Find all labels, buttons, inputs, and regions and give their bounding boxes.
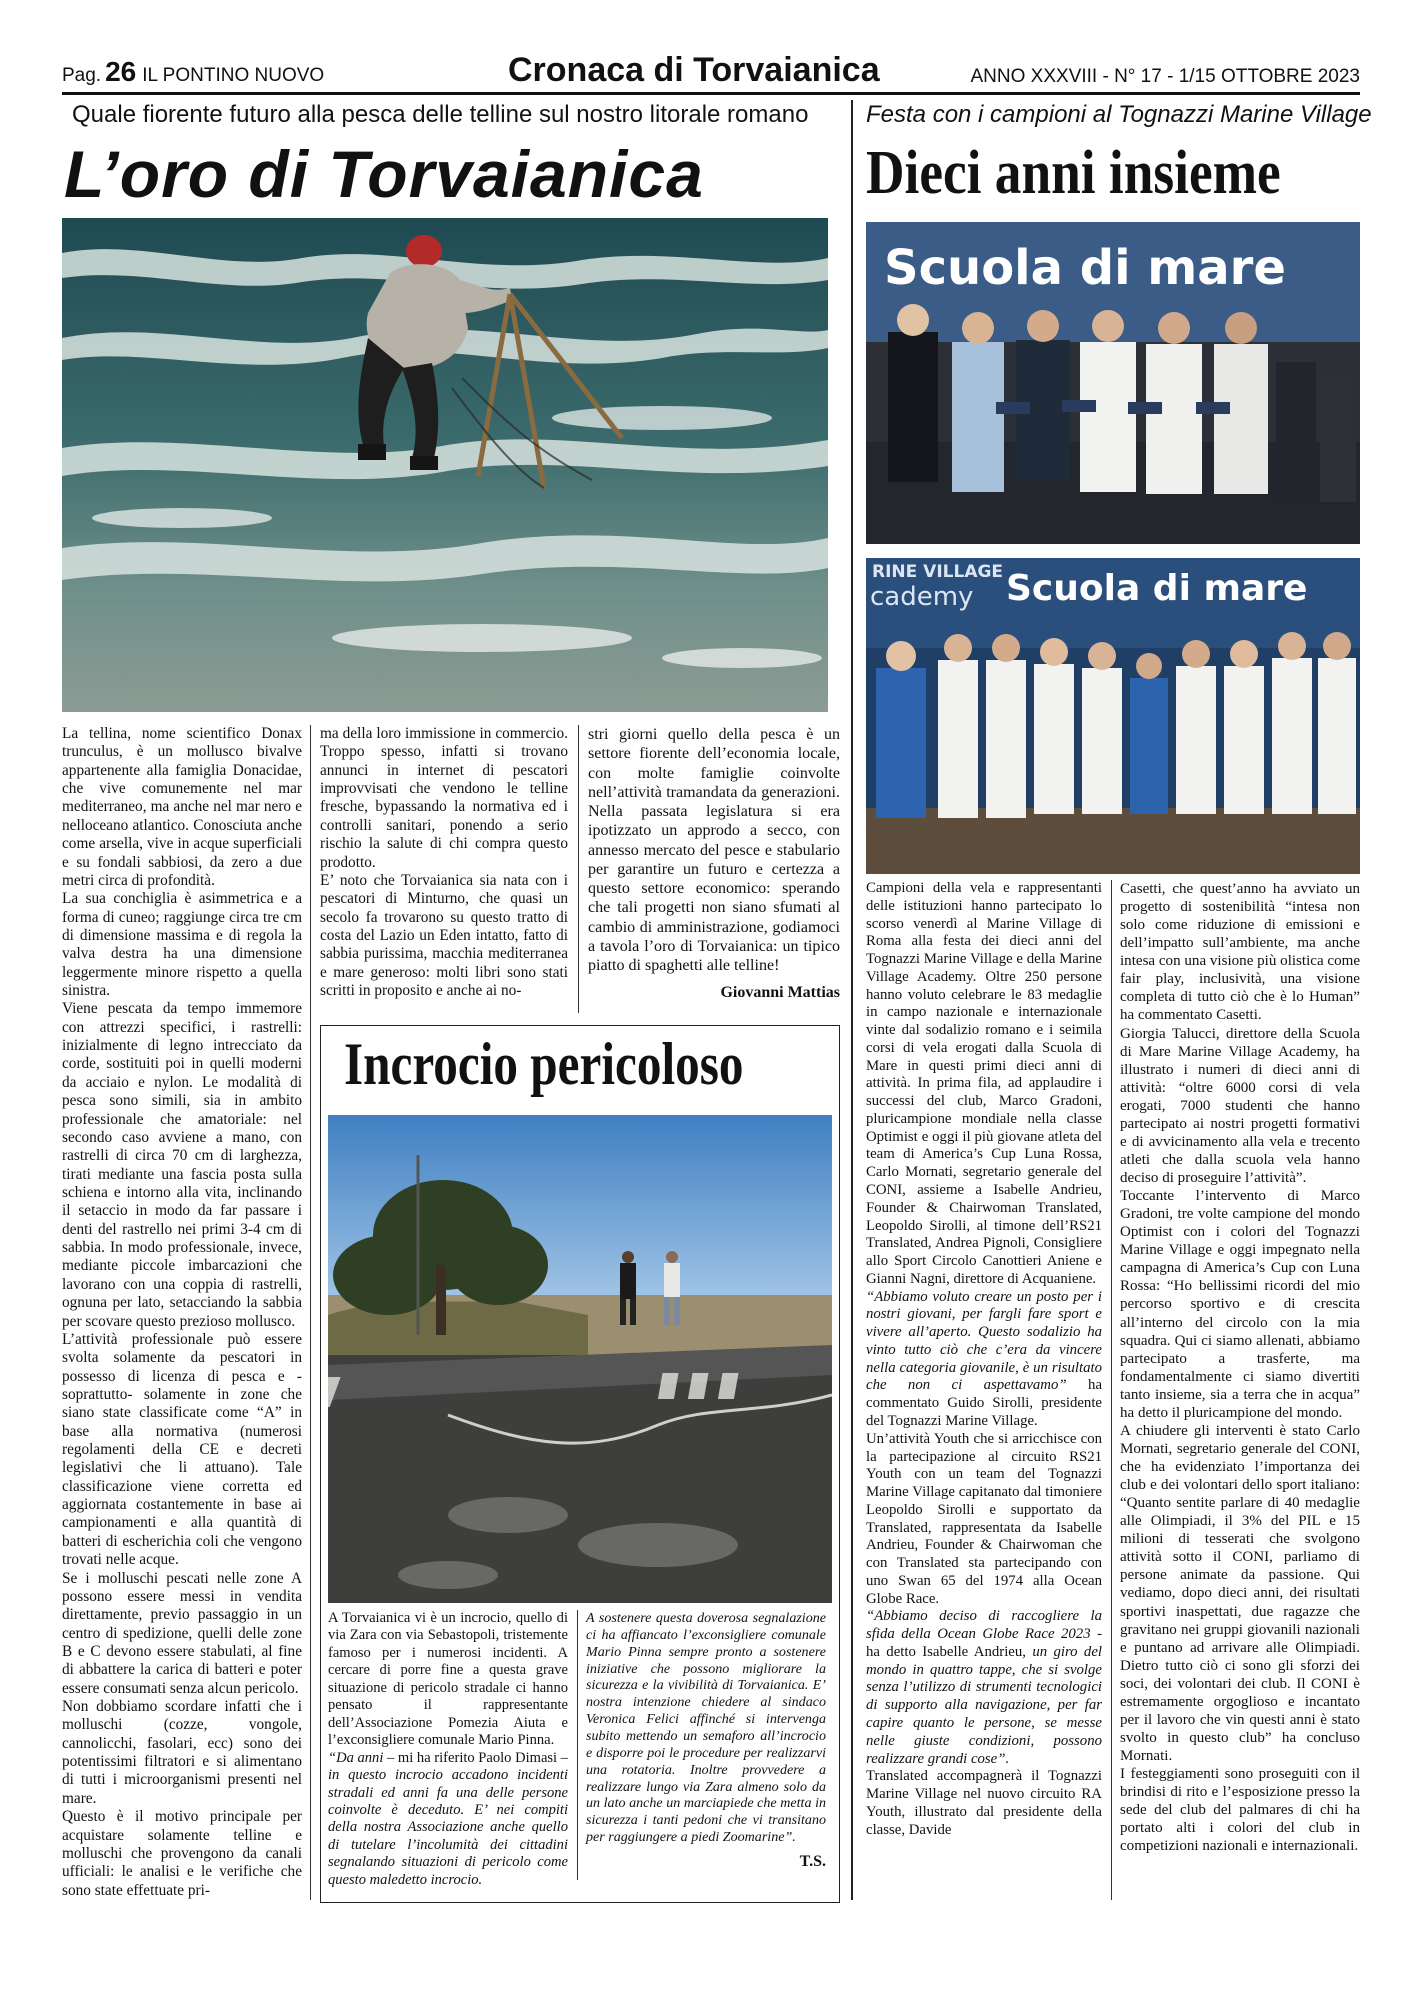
photo-banner-text: Scuola di mare: [1006, 568, 1308, 609]
photo-banner-small: cademy: [870, 582, 974, 612]
section-title: Cronaca di Torvaianica: [508, 51, 880, 89]
photo-banner-text: Scuola di mare: [884, 240, 1286, 296]
paragraph: A chiudere gli interventi è stato Carlo Mornati, segretario generale del CONI, che ha evidenziato l’importanza dei club e dei volontari dello sport italiano: “Quanto sentite parlare di 40 medaglie alle Olimpiadi, il 3% del PIL e 15 milioni di tesserati che svolgono attività sotto il CONI, parliamo di persone animate da passione. Qui vediamo, dopo dieci anni, dei risultati sportivi inaspettati, due ragazze che gravitano nei gruppi giovanili nazionali e puntano ad arrivare alle Olimpiadi. Dietro tutto ciò ci sono gli sforzi dei soci, dei volontari dei club. Il CONI è estremamente orgoglioso e incantato per il lavoro che vin questi anni è stato svolto in questo club” ha concluso Mornati.: [1120, 1422, 1360, 1764]
right-article-col2: [1120, 880, 1360, 1855]
author-signature: Giovanni Mattias: [720, 984, 840, 1002]
paragraph: La sua conchiglia è asimmetrica e a forma di cuneo; raggiunge circa tre cm di dimensione massima e di regola la valva destra ha una dimensione leggermente minore rispetto a quella sinistra.: [62, 890, 302, 1000]
fisherman-photo: [62, 218, 828, 712]
attribution-text: - ha detto Isabelle Andrieu,: [866, 1626, 1102, 1660]
incrocio-col2: [586, 1610, 826, 1871]
page-prefix: Pag.: [62, 65, 102, 86]
paragraph: A Torvaianica vi è un incrocio, quello di via Zara con via Sebastopoli, tristemente famoso per i numerosi incidenti. A cercare di porre fine a questa grave situazione di pericolo stradale ci hanno pensato il rappresentante dell’Associazione Pomezia Aiuta e l’exconsigliere comunale Mario Pinna.: [328, 1610, 568, 1749]
issue-info: ANNO XXXVIII - N° 17 - 1/15 OTTOBRE 2023: [970, 66, 1360, 87]
paragraph: ma della loro immissione in commercio. Troppo spesso, infatti si trovano annunci in internet di pescatori improvvisati che vendono le telline fresche, bypassando la normativa ed i controlli sanitari, ponendo a serio rischio la salute di chi compra questo prodotto.: [320, 725, 568, 871]
paragraph: Campioni della vela e rappresentanti delle istituzioni hanno partecipato lo scorso venerdì al Marine Village di Roma alla festa dei dieci anni del Tognazzi Marine Village e della Marine Village Academy. Oltre 250 persone hanno voluto celebrare le 83 medaglie in campo nazionale e internazionale vinte dal sodalizio romano e i seimila corsi di vela erogati dalla Scuola di Mare in questi primi dieci anni di attività. In prima fila, ad applaudire i successi del club, Marco Gradoni, pluricampione mondiale nella classe Optimist e oggi il più giovane atleta del team di America’s Cup Luna Rossa, Carlo Mornati, segretario generale del CONI, assieme a Isabelle Andrieu, Founder & Chairwoman Translated, Leopoldo Sirolli, al timone dell’RS21 Translated, Andrea Pignoli, Consigliere allo Sport Circolo Canottieri Aniene e Gianni Nagni, direttore di Acquaniene.: [866, 880, 1102, 1287]
paragraph: Non dobbiamo scordare infatti che i molluschi (cozze, vongole, cannolicchi, fasolari, ecc) sono dei potentissimi filtratori e si alimentano di tutti i microorganismi presenti nel mare.: [62, 1698, 302, 1807]
incrocio-col1: [328, 1610, 568, 1889]
attribution-text: ha commentato Guido Sirolli, presidente del Tognazzi Marine Village.: [866, 1377, 1103, 1429]
left-article-col3: [588, 725, 840, 1003]
publication-name: IL PONTINO NUOVO: [142, 65, 325, 86]
page-number: 26: [105, 56, 137, 87]
paragraph: [866, 1289, 1102, 1431]
quote-text: in questo incrocio accadono incidenti stradali ed anni fa una delle persone coinvolte è deceduto. E’ nei compiti della nostra Associazione anche quello di tutelare l’incolumità dei cittadini segnalando situazioni di pericolo come questo maledetto incrocio.: [328, 1767, 568, 1888]
paragraph: A sostenere questa doverosa segnalazione ci ha affiancato l’exconsigliere comunale Mario Pinna sempre pronto a sostenere iniziative che possono migliorare la sicurezza e la vivibilità di Torvaianica. E’ nostra intenzione chiedere al sindaco Veronica Felici affinché si intervenga subito mettendo un semaforo all’incrocio e disporre poi le procedure per realizzarvi una rotatoria. Inoltre provvedere a realizzare lungo via Zara almeno solo da un lato anche un marciapiede che metta in sicurezza i tanti pedoni che vi transitano per raggiungere a piedi Zoomarine”.: [586, 1610, 826, 1846]
right-article-title: Dieci anni insieme: [866, 139, 1281, 207]
quote-text: “Abbiamo voluto creare un posto per i nostri giovani, per fargli fare sport e vivere all’aperto. Questo sodalizio ha vinto tutto ciò che c’era da vincere nella categoria giovanile, è un risultato che non ci aspettavamo”: [866, 1288, 1102, 1394]
main-column-divider: [851, 100, 853, 1900]
paragraph: Toccante l’intervento di Marco Gradoni, tre volte campione del mondo Optimist con i colori del Tognazzi Marine Village e oggi impegnato nella campagna di America’s Cup con Luna Rossa: “Ho bellissimi ricordi del mio percorso sportivo e di crescita all’interno del circolo con la mia squadra. Qui ci siamo allenati, abbiamo partecipato a trasferte, ma fondamentalmente ci siamo divertiti tanto insieme, sia a terra che in acqua” ha detto il pluricampione del mondo.: [1120, 1188, 1360, 1421]
quote-text: “Abbiamo deciso di raccogliere la sfida della Ocean Globe Race 2023: [866, 1608, 1102, 1643]
column-rule: [310, 725, 311, 1900]
column-rule: [577, 1610, 578, 1880]
paragraph: I festeggiamenti sono proseguiti con il brindisi di rito e l’esposizione presso la sede del club del palmares di chi ha portato alti i colori del club in competizioni nazionali e internazionali.: [1120, 1766, 1360, 1855]
paragraph: La tellina, nome scientifico Donax trunculus, è un mollusco bivalve appartenente alla famiglia Donacidae, che vive comunemente nel mar mediterraneo, ma anche nel mar nero e nelloceano atlantico. Conosciuta anche come arsella, vive in acque superficiali e su fondali sabbiosi, da zero a due metri circa di profondità.: [62, 725, 302, 889]
incrocio-article-title: Incrocio pericoloso: [344, 1031, 744, 1097]
paragraph: E’ noto che Torvaianica sia nata con i pescatori di Minturno, che quasi un secolo fa trovarono su questo tratto di costa del Lazio un Eden intatto, fatto di sabbia purissima, macchia mediterranea e mare generoso: molti libri sono stati scritti in proposito e anche ai no-: [320, 871, 568, 1000]
paragraph: Viene pescata da tempo immemore con attrezzi specifici, i rastrelli: inizialmente di legno intrecciato da corde, sostituiti poi in quelli moderni da acciaio e nylon. Le modalità di pesca sono simili, sia in ambito professionale che amatoriale: nel secondo caso avviene a mano, con rastrelli di circa 70 cm di larghezza, tirati mediante una fascia posta sulla schiena e intorno alla vita, inclinando il setaccio in modo da far passare i denti del rastrello nei primi 3-4 cm di sabbia. In modo professionale, invece, mediante piccole imbarcazioni che lavorano con una coppia di rastrelli, ognuna per lato, setacciando la sabbia per scovare questo prezioso mollusco.: [62, 1000, 302, 1330]
paragraph: [866, 1608, 1102, 1768]
intersection-photo: [328, 1115, 832, 1603]
quote-text: un giro del mondo in quattro tappe, che si svolge senza l’utilizzo di strumenti tecnologici di supporto alla navigazione, per far capire quanto le persone, se messe nelle giuste condizioni, possono realizzare grandi cose”.: [866, 1643, 1102, 1767]
paragraph: Giorgia Talucci, direttore della Scuola di Mare Marine Village Academy, ha illustrato i numeri di dieci anni di attività: “oltre 6000 corsi di vela erogati, 7000 studenti che hanno partecipato ai nostri progetti formativi e di avvicinamento alla vela e trecento atleti che dalla scuola vela hanno deciso di proseguire l’attività”.: [1120, 1025, 1360, 1186]
paragraph: Un’attività Youth che si arricchisce con la partecipazione al circuito RS21 Youth con un team del Tognazzi Marine Village capitanato dal timoniere Leopoldo Sirolli e supportato da Translated, rappresentata da Isabelle Andrieu, Founder & Chairwoman che con Translated sta partecipando con uno Swan 65 del 1974 alla Ocean Globe Race.: [866, 1430, 1102, 1607]
left-article-col2: [320, 725, 568, 1000]
awards-photo-youth: [866, 558, 1360, 874]
header-page-info: [62, 56, 324, 88]
photo-banner-small: RINE VILLAGE: [872, 562, 1004, 582]
left-article-kicker: Quale fiorente futuro alla pesca delle telline sul nostro litorale romano: [72, 101, 809, 128]
header-divider: [62, 92, 1360, 95]
author-signature: T.S.: [799, 1853, 826, 1871]
paragraph: Questo è il motivo principale per acquistare solamente telline e molluschi che provengono da canali ufficiali: le analisi e le verifiche che sono state effettuate pri-: [62, 1808, 302, 1899]
paragraph: Se i molluschi pescati nelle zone A possono essere messi in vendita direttamente, previo passaggio in un centro di spedizione, quelli delle zone B e C devono essere stabulati, al fine di abbattere la carica di batteri e poter essere consumati senza alcun pericolo.: [62, 1569, 302, 1697]
attribution-text: – mi ha riferito Paolo Dimasi –: [383, 1749, 569, 1766]
paragraph: Translated accompagnerà il Tognazzi Marine Village nel nuovo circuito RA Youth, illustrato dal presidente della classe, Davide: [866, 1768, 1102, 1838]
left-article-col1: [62, 725, 302, 1900]
right-article-col1: [866, 880, 1102, 1839]
paragraph: L’attività professionale può essere svolta solamente da pescatori in possesso di licenza di pesca e - soprattutto- solamente in zone che siano state classificate come “A” in base alla normativa (numerosi regolamenti della CE e decreti legislativi che li attuano). Tale classificazione viene corretta ed aggiornata costantemente in base ai campionamenti e alla quantità di batteri di escherichia coli che vengono trovati nelle acque.: [62, 1330, 302, 1569]
paragraph: Casetti, che quest’anno ha avviato un progetto di sostenibilità “intesa non solo come riduzione di emissioni e dell’impatto sull’ambiente, ma anche intesa con una visione più olistica come fair play, inclusività, una visione completa di tutto ciò che è lo Human” ha commentato Casetti.: [1120, 881, 1360, 1024]
page-header: [62, 52, 1360, 92]
paragraph: stri giorni quello della pesca è un settore fiorente dell’economia locale, con molte famiglie coinvolte nell’attività tramandata da generazioni. Nella passata legislatura si era ipotizzato un approdo a secco, con annesso mercato del pesce e stabulario per garantire un futuro e certezza a questo settore economico: sperando che tali progetti non siano sfumati al cambio di amministrazione, godiamoci a tavola l’oro di Torvaianica: un tipico piatto di spaghetti alle telline!: [588, 726, 840, 975]
awards-photo-adults: [866, 222, 1360, 544]
left-article-title: L’oro di Torvaianica: [64, 137, 704, 211]
quote-text: “Da anni: [328, 1749, 384, 1766]
column-rule: [1111, 880, 1112, 1900]
paragraph: [328, 1750, 568, 1890]
right-article-kicker: Festa con i campioni al Tognazzi Marine Village: [866, 101, 1372, 128]
column-rule: [578, 725, 579, 1013]
